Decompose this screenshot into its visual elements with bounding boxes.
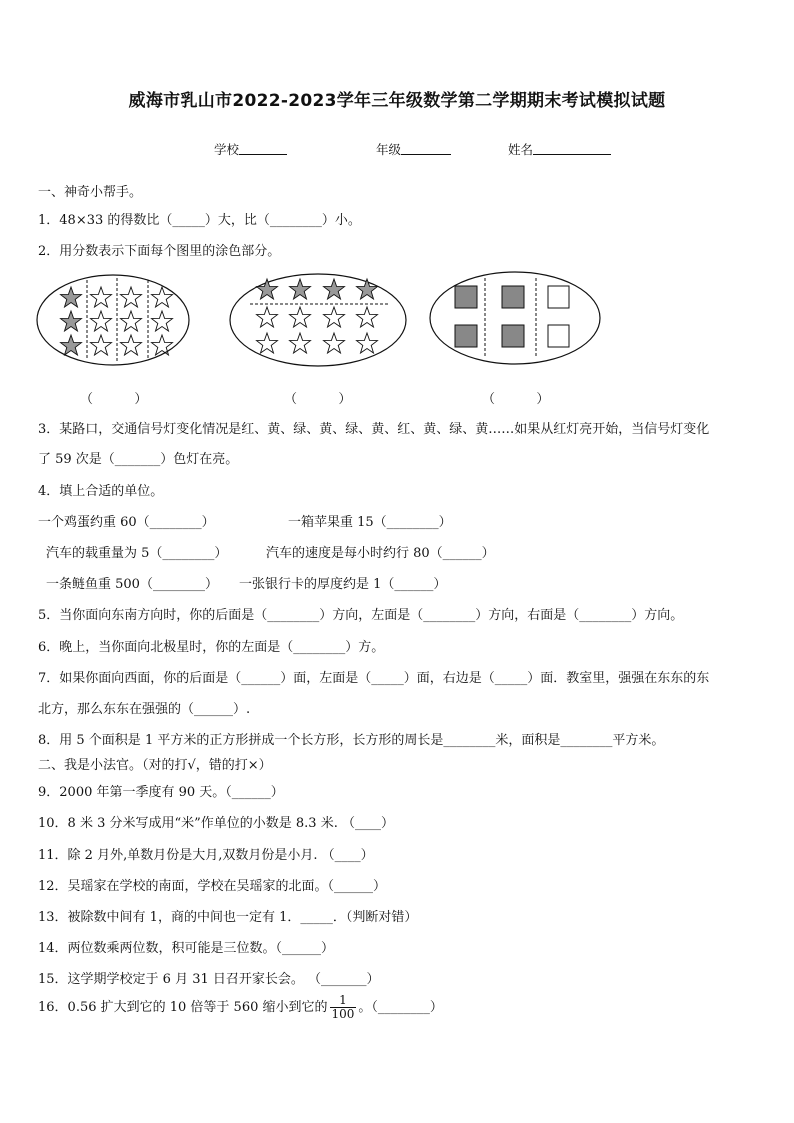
question-14: 14．两位数乘两位数，积可能是三位数。（______） [38,941,335,956]
figure-2-answer[interactable]: （ ） [284,392,352,407]
question-10: 10．8 米 3 分米写成用“米”作单位的小数是 8.3 米. （____） [38,816,394,831]
section-1-heading: 一、神奇小帮手。 [38,185,143,200]
question-16-answer: 。（________） [358,1000,443,1015]
star-icon [152,335,173,355]
star-icon [152,311,173,331]
question-6: 6．晚上，当你面向北极星时，你的左面是（________）方。 [38,640,385,655]
question-12: 12．吴瑶家在学校的南面，学校在吴瑶家的北面。（______） [38,879,387,894]
question-15: 15．这学期学校定于 6 月 31 日召开家长会。 （_______） [38,972,380,987]
star-icon [121,311,142,331]
shaded-star-icon [357,279,378,299]
question-4-apples: 一箱苹果重 15（________） [288,515,452,530]
star-icon [91,287,112,307]
star-icon [357,307,378,327]
shaded-square-icon [455,286,477,308]
question-5: 5．当你面向东南方向时，你的后面是（________）方向，左面是（________）方向，右面是（________）方向。 [38,608,684,623]
star-icon [357,333,378,353]
shaded-square-icon [455,325,477,347]
star-icon [290,333,311,353]
shaded-star-icon [290,279,311,299]
question-11: 11．除 2 月外,单数月份是大月,双数月份是小月. （____） [38,848,374,863]
star-icon [257,307,278,327]
shaded-square-icon [502,325,524,347]
square-icon [548,325,569,347]
question-16-text: 16．0.56 扩大到它的 10 倍等于 560 缩小到它的 [38,1000,328,1015]
grade-field [376,140,451,158]
star-icon [324,307,345,327]
question-4-egg: 一个鸡蛋约重 60（________） [38,515,215,530]
name-field [508,140,611,158]
shaded-star-icon [61,311,82,331]
name-label: 姓名 [508,142,534,157]
grade-blank[interactable] [401,142,451,155]
question-16 [38,994,443,1021]
question-4-card: 一张银行卡的厚度约是 1（______） [239,577,447,592]
figure-2-star-oval [230,274,406,366]
name-blank[interactable] [533,142,611,155]
shaded-square-icon [502,286,524,308]
section-2-heading: 二、我是小法官。（对的打√，错的打×） [38,758,272,773]
figure-3-square-oval [430,272,600,364]
star-icon [290,307,311,327]
question-4: 4．填上合适的单位。 [38,484,164,499]
star-icon [324,333,345,353]
square-icon [548,286,569,308]
school-field [214,140,287,158]
question-3-line-1: 3．某路口，交通信号灯变化情况是红、黄、绿、黄、绿、黄、红、黄、绿、黄……如果从红灯亮开始，当信号灯变化 [38,422,710,437]
star-icon [91,311,112,331]
shaded-star-icon [324,279,345,299]
star-icon [91,335,112,355]
question-7-line-2: 北方，那么东东在强强的（______）. [38,702,251,717]
question-8: 8．用 5 个面积是 1 平方米的正方形拼成一个长方形，长方形的周长是________米，面积是________平方米。 [38,733,665,748]
question-7-line-1: 7．如果你面向西面，你的后面是（______）面，左面是（_____）面，右边是（_____）面．教室里，强强在东东的东 [38,671,710,686]
question-4-fish: 一条鲢鱼重 500（________） [46,577,218,592]
figure-3-answer[interactable]: （ ） [482,392,550,407]
figure-1-answer[interactable]: （ ） [80,392,148,407]
school-label: 学校 [214,142,240,157]
question-2-figures [0,268,794,388]
star-icon [121,287,142,307]
grade-label: 年级 [376,142,402,157]
fraction-numerator: 1 [330,994,357,1008]
star-icon [121,335,142,355]
school-blank[interactable] [239,142,287,155]
question-9: 9．2000 年第一季度有 90 天。（______） [38,785,284,800]
question-2: 2．用分数表示下面每个图里的涂色部分。 [38,244,281,259]
fraction-one-hundredth [330,994,357,1021]
shaded-star-icon [61,335,82,355]
star-icon [257,333,278,353]
question-1: 1．48×33 的得数比（_____）大，比（________）小。 [38,213,361,228]
shaded-star-icon [257,279,278,299]
fraction-denominator: 100 [331,1007,355,1021]
shaded-star-icon [61,287,82,307]
question-3-line-2: 了 59 次是（_______）色灯在亮。 [38,452,239,467]
question-4-truck-speed: 汽车的速度是每小时约行 80（______） [266,546,495,561]
page-title: 威海市乳山市2022-2023学年三年级数学第二学期期末考试模拟试题 [128,91,666,111]
figure-1-star-oval [37,275,189,365]
question-4-truck-load: 汽车的载重量为 5（________） [46,546,228,561]
question-13: 13．被除数中间有 1，商的中间也一定有 1．_____．（判断对错） [38,910,418,925]
